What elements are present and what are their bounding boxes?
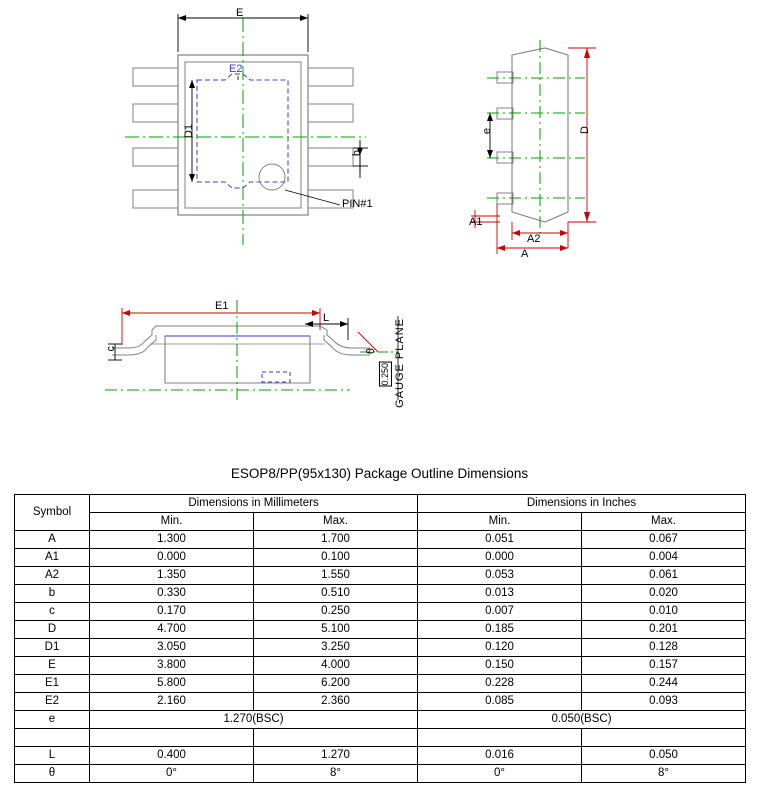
- header-mm-max: Max.: [254, 513, 418, 531]
- cell-blank-2: [254, 729, 418, 747]
- cell-mm-min: 0°: [90, 765, 254, 783]
- label-c: c: [105, 346, 117, 352]
- cell-in-min: 0.085: [418, 693, 582, 711]
- cell-symbol: E: [15, 657, 90, 675]
- cell-in-bsc: 0.050(BSC): [418, 711, 746, 729]
- cell-symbol: E1: [15, 675, 90, 693]
- cell-blank-3: [418, 729, 582, 747]
- header-in-min: Min.: [418, 513, 582, 531]
- dimensions-table-wrap: [14, 494, 745, 783]
- cell-mm-max: 0.250: [254, 603, 418, 621]
- table-row: [15, 747, 746, 765]
- header-in-max: Max.: [582, 513, 746, 531]
- cell-symbol: A2: [15, 567, 90, 585]
- cell-mm-min: 5.800: [90, 675, 254, 693]
- table-row: [15, 675, 746, 693]
- table-row: [15, 531, 746, 549]
- label-gauge-tolerance: 0.250: [380, 363, 390, 386]
- figure-title: ESOP8/PP(95x130) Package Outline Dimensions: [230, 466, 529, 481]
- label-D: D: [579, 126, 591, 134]
- cell-mm-min: 3.050: [90, 639, 254, 657]
- cell-in-max: 0.050: [582, 747, 746, 765]
- cell-symbol: c: [15, 603, 90, 621]
- cell-mm-max: 2.360: [254, 693, 418, 711]
- cell-in-max: 0.093: [582, 693, 746, 711]
- label-e: e: [481, 128, 493, 135]
- cell-mm-max: 0.100: [254, 549, 418, 567]
- cell-mm-max: 1.270: [254, 747, 418, 765]
- label-L: L: [323, 312, 330, 324]
- cell-in-min: 0.051: [418, 531, 582, 549]
- table-row-blank: [15, 729, 746, 747]
- cell-mm-min: 1.300: [90, 531, 254, 549]
- header-millimeters: Dimensions in Millimeters: [90, 495, 418, 513]
- label-pin1: PIN#1: [342, 198, 373, 210]
- table-row-span: [15, 711, 746, 729]
- cell-blank-1: [90, 729, 254, 747]
- label-D1: D1: [183, 124, 195, 139]
- cell-in-max: 0.157: [582, 657, 746, 675]
- label-E1: E1: [215, 300, 229, 312]
- cell-in-max: 0.010: [582, 603, 746, 621]
- cell-in-min: 0.016: [418, 747, 582, 765]
- cell-in-max: 8°: [582, 765, 746, 783]
- cell-in-max: 0.128: [582, 639, 746, 657]
- cell-blank-symbol: [15, 729, 90, 747]
- table-header-row-1: [15, 495, 746, 513]
- cell-in-min: 0.000: [418, 549, 582, 567]
- label-E: E: [236, 7, 244, 19]
- table-row: [15, 567, 746, 585]
- cell-mm-min: 0.170: [90, 603, 254, 621]
- cell-in-min: 0°: [418, 765, 582, 783]
- cell-symbol: D1: [15, 639, 90, 657]
- cell-in-max: 0.244: [582, 675, 746, 693]
- cell-in-max: 0.061: [582, 567, 746, 585]
- cell-mm-max: 3.250: [254, 639, 418, 657]
- label-gauge-plane: GAUGE PLANE: [394, 318, 406, 408]
- cell-symbol: θ: [15, 765, 90, 783]
- cell-mm-min: 0.000: [90, 549, 254, 567]
- cell-blank-4: [582, 729, 746, 747]
- cell-in-max: 0.020: [582, 585, 746, 603]
- cell-symbol: D: [15, 621, 90, 639]
- table-row: [15, 765, 746, 783]
- cell-mm-min: 3.800: [90, 657, 254, 675]
- label-E2: E2: [229, 63, 243, 75]
- table-row: [15, 603, 746, 621]
- cell-in-max: 0.201: [582, 621, 746, 639]
- cell-mm-bsc: 1.270(BSC): [90, 711, 418, 729]
- label-theta: θ: [365, 348, 377, 355]
- cell-in-max: 0.004: [582, 549, 746, 567]
- cell-symbol: L: [15, 747, 90, 765]
- cell-in-max: 0.067: [582, 531, 746, 549]
- cell-mm-max: 8°: [254, 765, 418, 783]
- table-row: [15, 549, 746, 567]
- cell-mm-min: 2.160: [90, 693, 254, 711]
- cell-mm-max: 1.550: [254, 567, 418, 585]
- cell-in-min: 0.150: [418, 657, 582, 675]
- cell-in-min: 0.120: [418, 639, 582, 657]
- cell-in-min: 0.053: [418, 567, 582, 585]
- cell-in-min: 0.228: [418, 675, 582, 693]
- cell-symbol: A1: [15, 549, 90, 567]
- cell-mm-max: 5.100: [254, 621, 418, 639]
- cell-in-min: 0.185: [418, 621, 582, 639]
- label-A: A: [521, 248, 529, 260]
- table-header-row-2: [15, 513, 746, 531]
- header-inches: Dimensions in Inches: [418, 495, 746, 513]
- cell-mm-max: 4.000: [254, 657, 418, 675]
- cell-symbol: A: [15, 531, 90, 549]
- table-row: [15, 585, 746, 603]
- table-row: [15, 693, 746, 711]
- cell-in-min: 0.013: [418, 585, 582, 603]
- cell-symbol: e: [15, 711, 90, 729]
- cell-mm-min: 0.330: [90, 585, 254, 603]
- dimensions-table: [14, 494, 746, 783]
- label-A2: A2: [527, 233, 541, 245]
- header-mm-min: Min.: [90, 513, 254, 531]
- cell-mm-min: 0.400: [90, 747, 254, 765]
- table-row: [15, 657, 746, 675]
- cell-mm-max: 6.200: [254, 675, 418, 693]
- cell-symbol: E2: [15, 693, 90, 711]
- cell-mm-min: 1.350: [90, 567, 254, 585]
- cell-mm-max: 0.510: [254, 585, 418, 603]
- cell-mm-min: 4.700: [90, 621, 254, 639]
- header-symbol: Symbol: [15, 495, 90, 531]
- cell-symbol: b: [15, 585, 90, 603]
- label-A1: A1: [469, 216, 483, 228]
- table-row: [15, 639, 746, 657]
- label-b: b: [351, 150, 363, 157]
- cell-in-min: 0.007: [418, 603, 582, 621]
- table-row: [15, 621, 746, 639]
- cell-mm-max: 1.700: [254, 531, 418, 549]
